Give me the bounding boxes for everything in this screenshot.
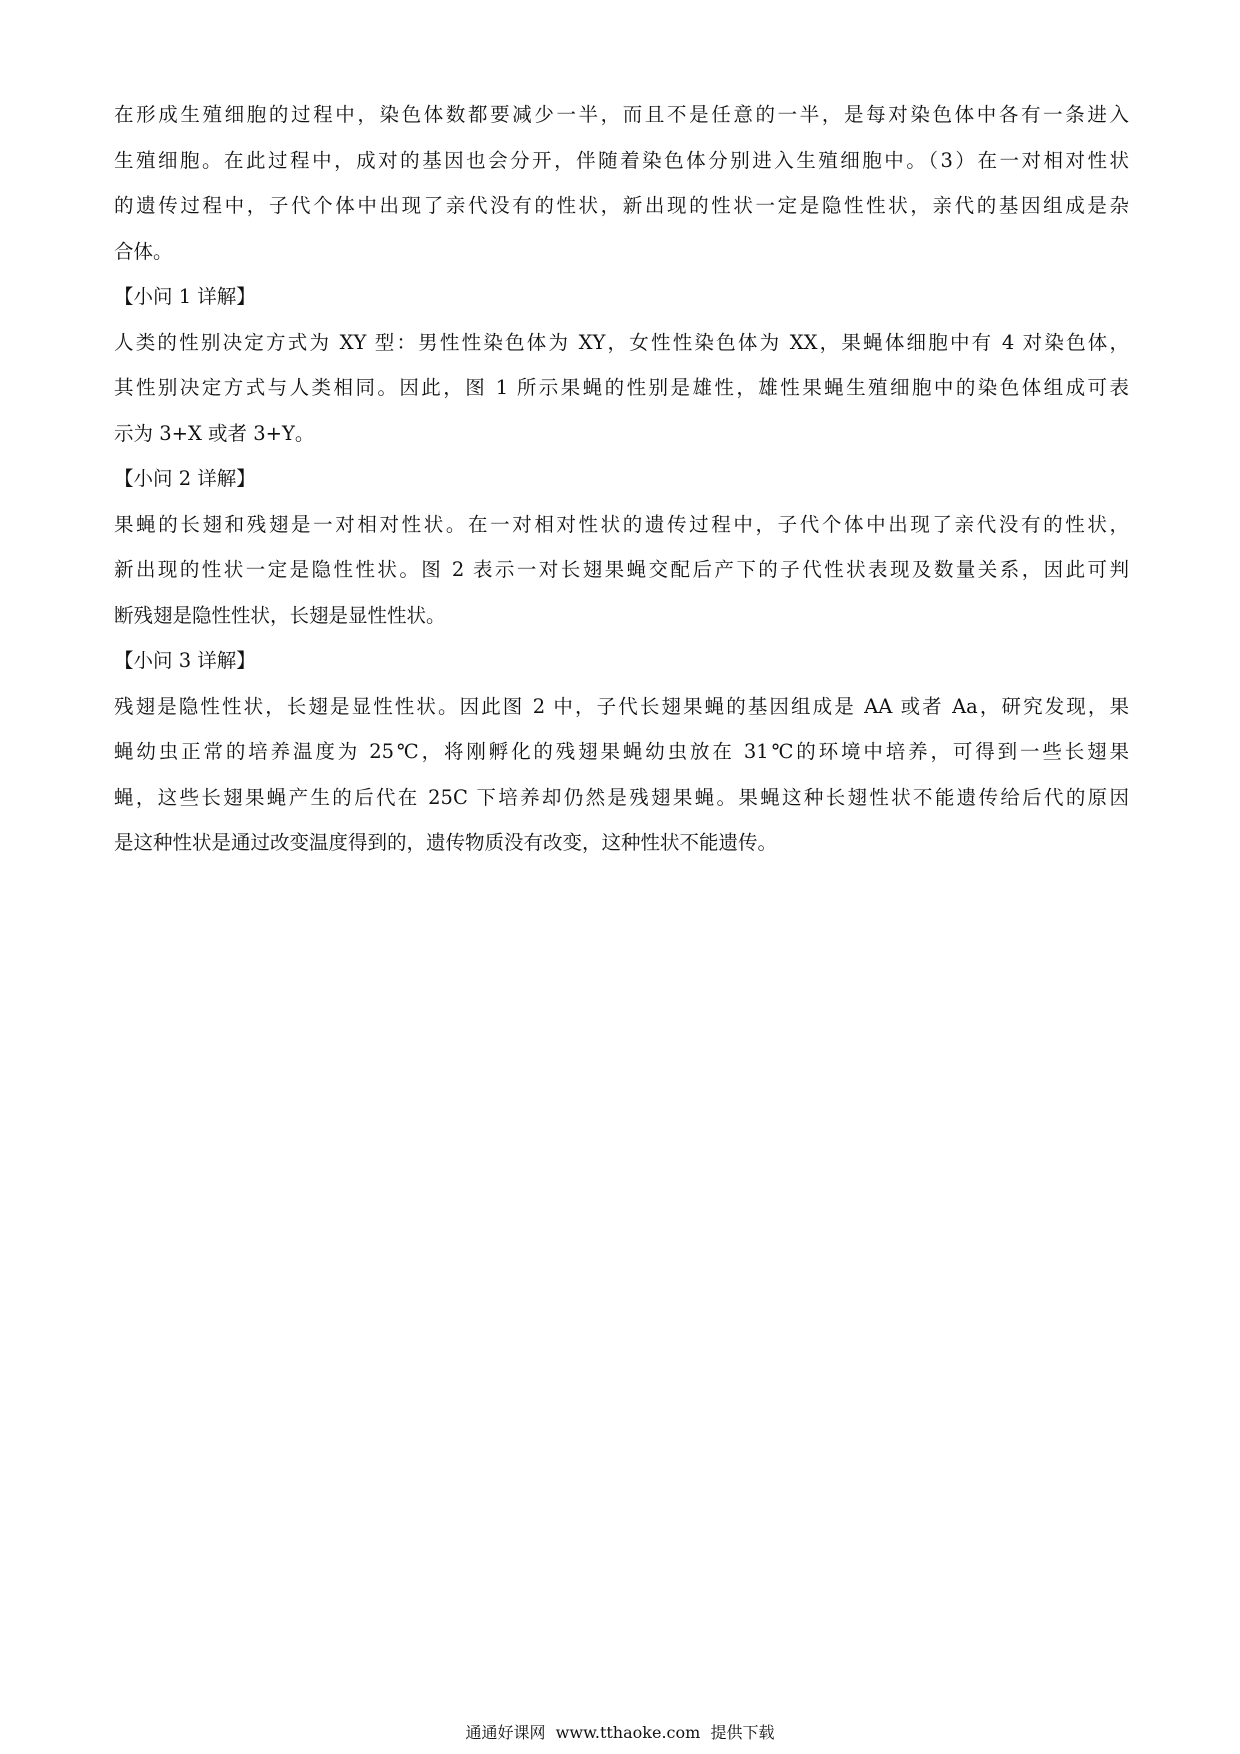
text-line: 残翅是隐性性状，长翅是显性性状。因此图 2 中，子代长翅果蝇的基因组成是 AA 或者 Aa，研究发现，果 [114,694,1129,718]
section-heading: 【小问 2 详解】 [114,467,256,490]
section-question-1 [114,274,1129,456]
text-line: 是这种性状是通过改变温度得到的，遗传物质没有改变，这种性状不能遗传。 [114,831,778,854]
text-line: 人类的性别决定方式为 XY 型：男性性染色体为 XY，女性性染色体为 XX，果蝇体细胞中有 4 对染色体， [114,330,1129,354]
text-line: 在形成生殖细胞的过程中，染色体数都要减少一半，而且不是任意的一半，是每对染色体中各有一条进入 [114,103,1129,126]
section-question-2 [114,456,1129,638]
text-line: 其性别决定方式与人类相同。因此，图 1 所示果蝇的性别是雄性，雄性果蝇生殖细胞中的染色体组成可表 [114,376,1129,399]
text-line: 断残翅是隐性性状，长翅是显性性状。 [114,603,446,627]
text-line: 新出现的性状一定是隐性性状。图 2 表示一对长翅果蝇交配后产下的子代性状表现及数量关系，因此可判 [114,558,1129,581]
text-line: 蝇幼虫正常的培养温度为 25℃，将刚孵化的残翅果蝇幼虫放在 31℃的环境中培养，可得到一些长翅果 [114,740,1129,763]
text-line: 示为 3+X 或者 3+Y。 [114,421,315,445]
document-body [114,92,1129,866]
section-heading: 【小问 3 详解】 [114,649,256,672]
text-line: 果蝇的长翅和残翅是一对相对性状。在一对相对性状的遗传过程中，子代个体中出现了亲代没有的性状， [114,512,1129,536]
section-question-3 [114,638,1129,866]
intro-paragraph [114,92,1129,274]
text-line: 合体。 [114,239,173,263]
text-line: 生殖细胞。在此过程中，成对的基因也会分开，伴随着染色体分别进入生殖细胞中。（3）在一对相对性状 [114,148,1129,172]
section-heading: 【小问 1 详解】 [114,285,256,308]
text-line: 的遗传过程中，子代个体中出现了亲代没有的性状，新出现的性状一定是隐性性状，亲代的基因组成是杂 [114,194,1129,217]
text-line: 蝇，这些长翅果蝇产生的后代在 25C 下培养却仍然是残翅果蝇。果蝇这种长翅性状不能遗传给后代的原因 [114,785,1129,809]
page-footer: 通通好课网 www.tthaoke.com 提供下载 [465,1723,775,1742]
